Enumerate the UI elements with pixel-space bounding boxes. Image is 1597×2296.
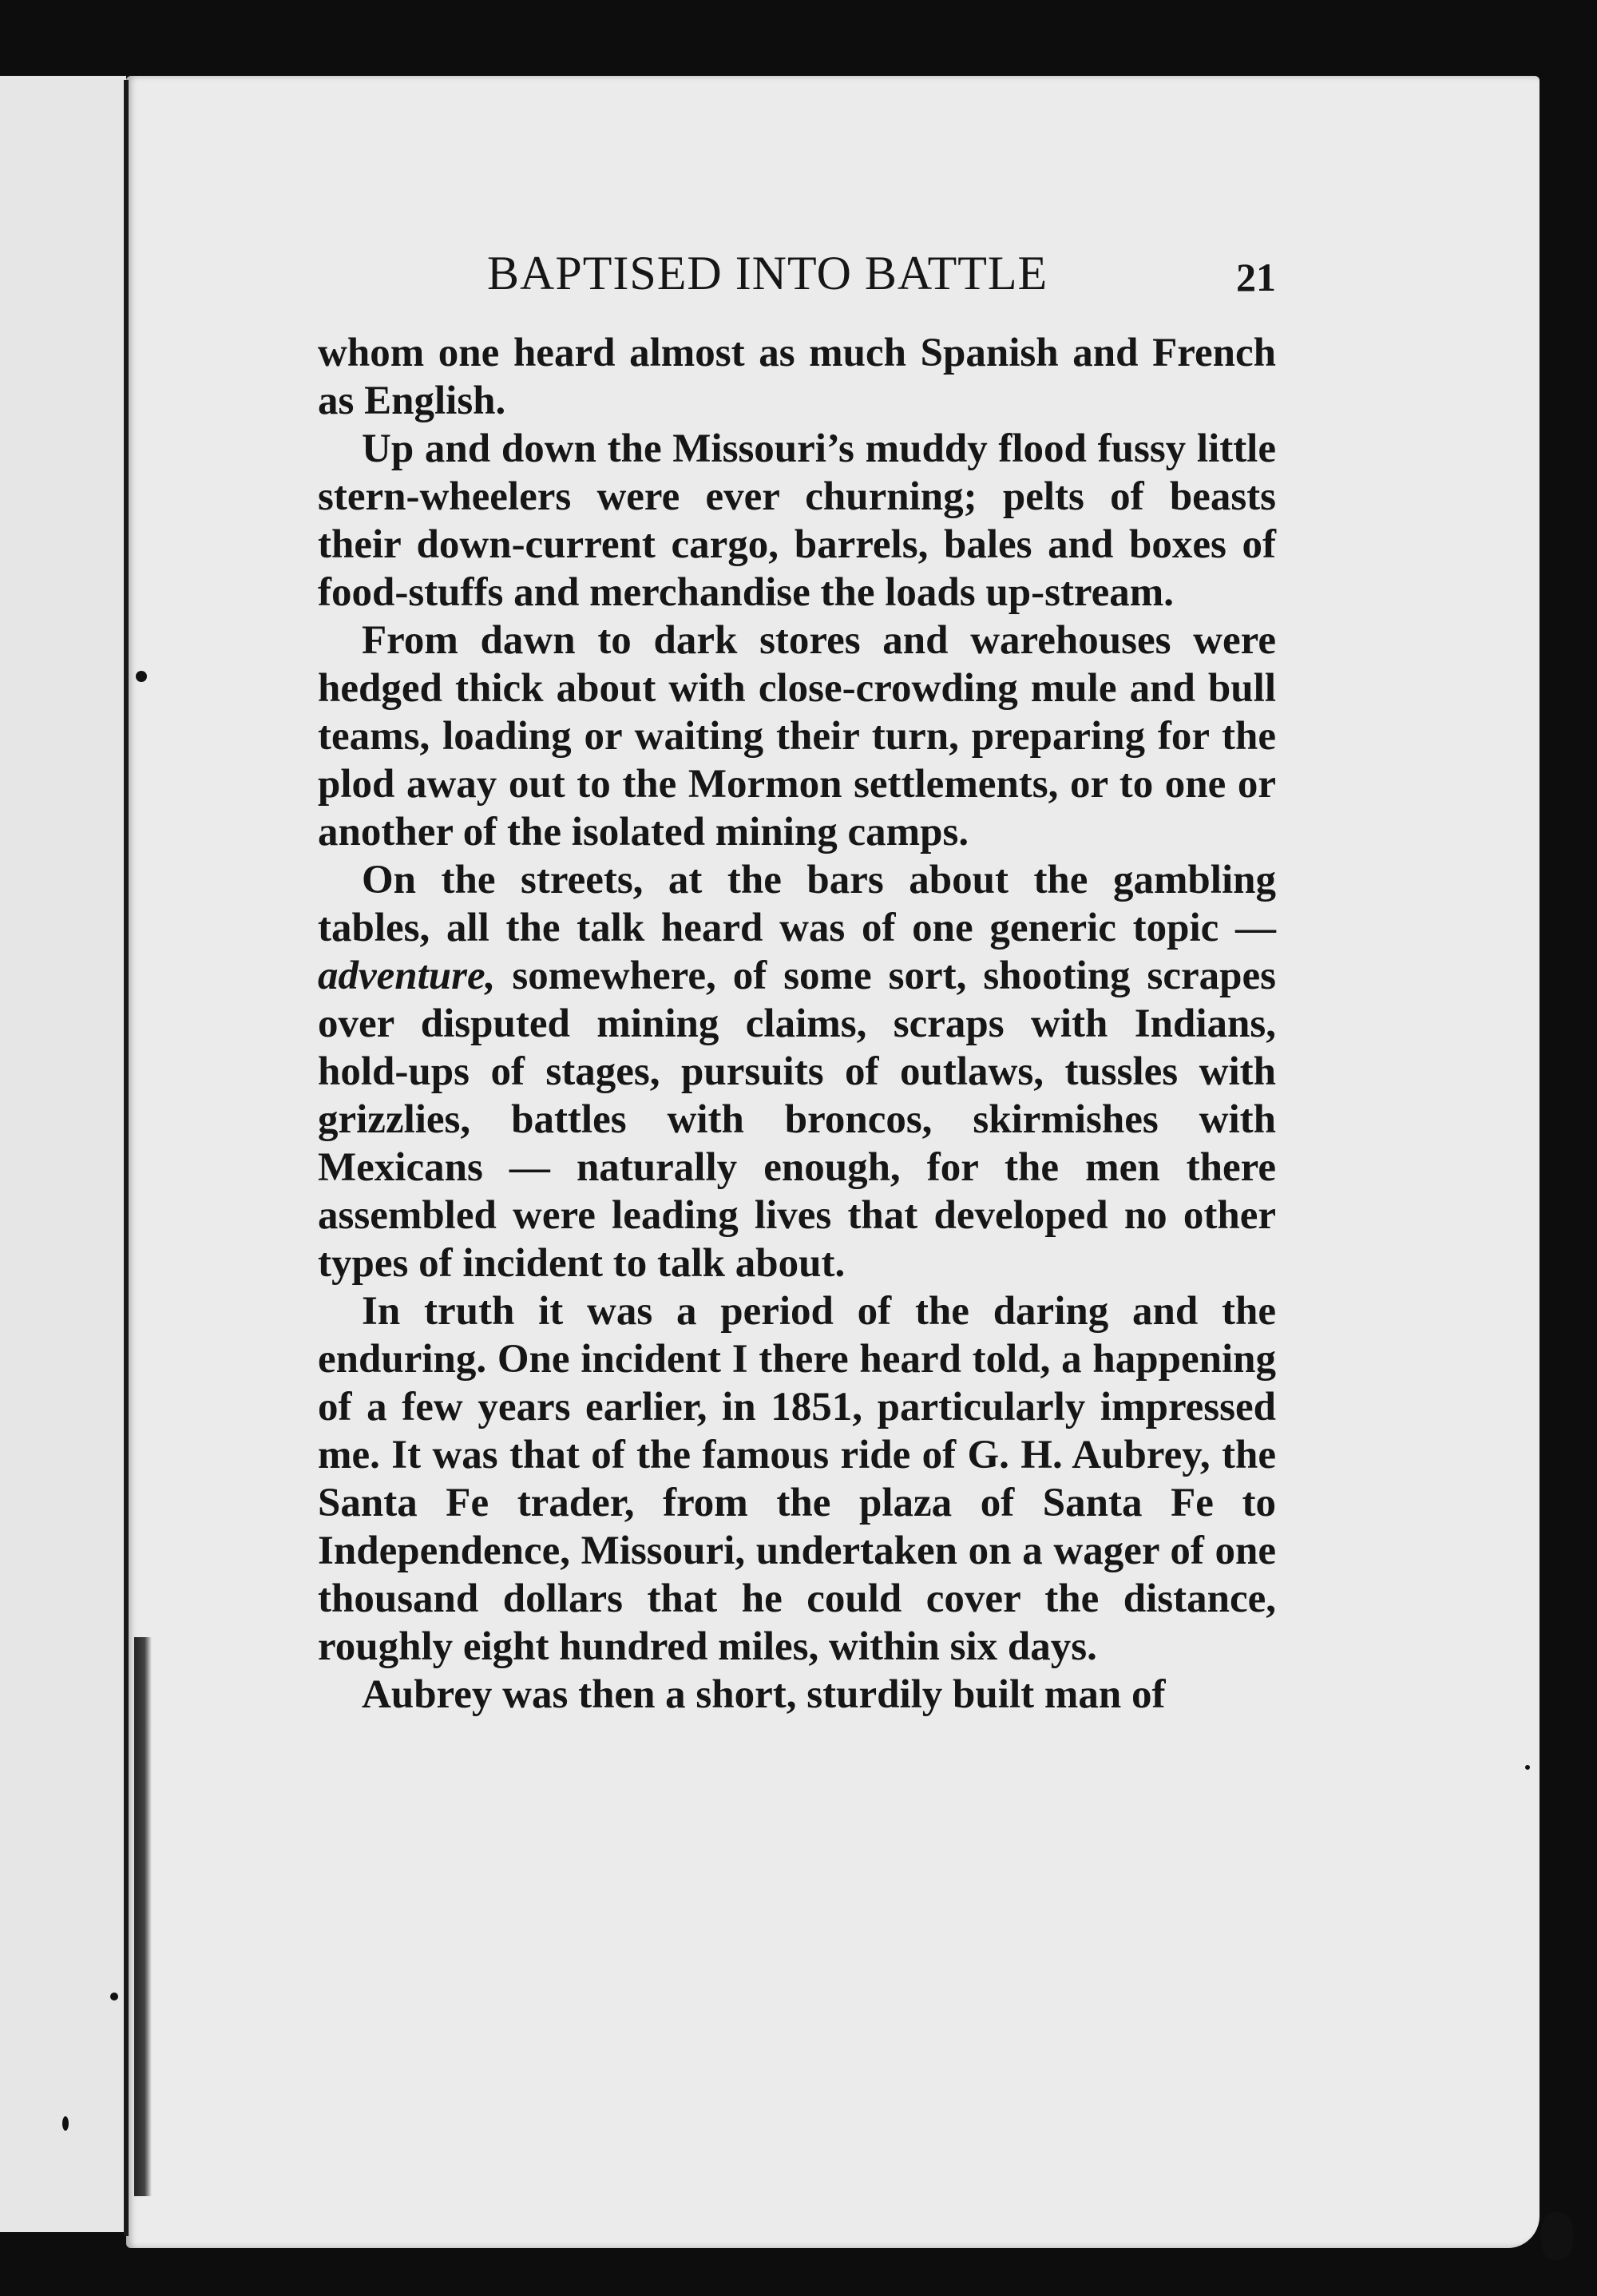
page-gutter: [124, 80, 129, 2236]
paragraph: From dawn to dark stores and warehouses were hedged thick about with close-crowding mule and bull teams, loading or waiting their turn, preparing for the plod away out to the Mormon settlements, or to one or another of the isolated mining camps.: [318, 618, 1276, 855]
page-text: [318, 240, 1276, 1719]
paragraph-text: On the streets, at the bars about the gambling tables, all the talk heard was of one generic topic —: [318, 858, 1276, 950]
scan-speck: [1525, 1765, 1530, 1770]
paragraph: In truth it was a period of the daring and the enduring. One incident I there heard told, a happening of a few years earlier, in 1851, particularly impressed me. It was that of the famous ride of G. H. Aubrey, the Santa Fe trader, from the plaza of Santa Fe to Independence, Missouri, undertaken on a wager of one thousand dollars that he could cover the distance, roughly eight hundred miles, within six days.: [318, 1289, 1276, 1669]
running-head: [318, 240, 1276, 311]
paragraph-text: somewhere, of some sort, shooting scrapes over disputed mining claims, scraps with Indians, hold-ups of stages, pursuits of outlaws, tussles with grizzlies, battles with broncos, skirmishes with Mexicans — naturally enough, for the men there assembled were leading lives that developed no other types of incident to talk about.: [318, 954, 1276, 1286]
gutter-shadow: [134, 1637, 152, 2196]
scan-speck: [62, 2116, 69, 2131]
paragraph: whom one heard almost as much Spanish and French as English.: [318, 331, 1276, 423]
paragraph: Aubrey was then a short, sturdily built man of: [362, 1672, 1166, 1717]
scan-speck: [110, 1993, 118, 2001]
scan-speck: [136, 671, 147, 682]
running-title: BAPTISED INTO BATTLE: [487, 247, 1048, 299]
scan-speck: [1541, 2212, 1573, 2260]
body-text: [318, 329, 1276, 1719]
paragraph: Up and down the Missouri’s muddy flood fussy little stern-wheelers were ever churning; pelts of beasts their down-current cargo, barrels, bales and boxes of food-stuffs and merchandise the loads up-stream.: [318, 426, 1276, 615]
page-number: 21: [1236, 255, 1276, 299]
emphasized-word: adventure,: [318, 954, 496, 998]
paragraph: [318, 856, 1276, 1287]
facing-page-edge: [0, 76, 126, 2232]
